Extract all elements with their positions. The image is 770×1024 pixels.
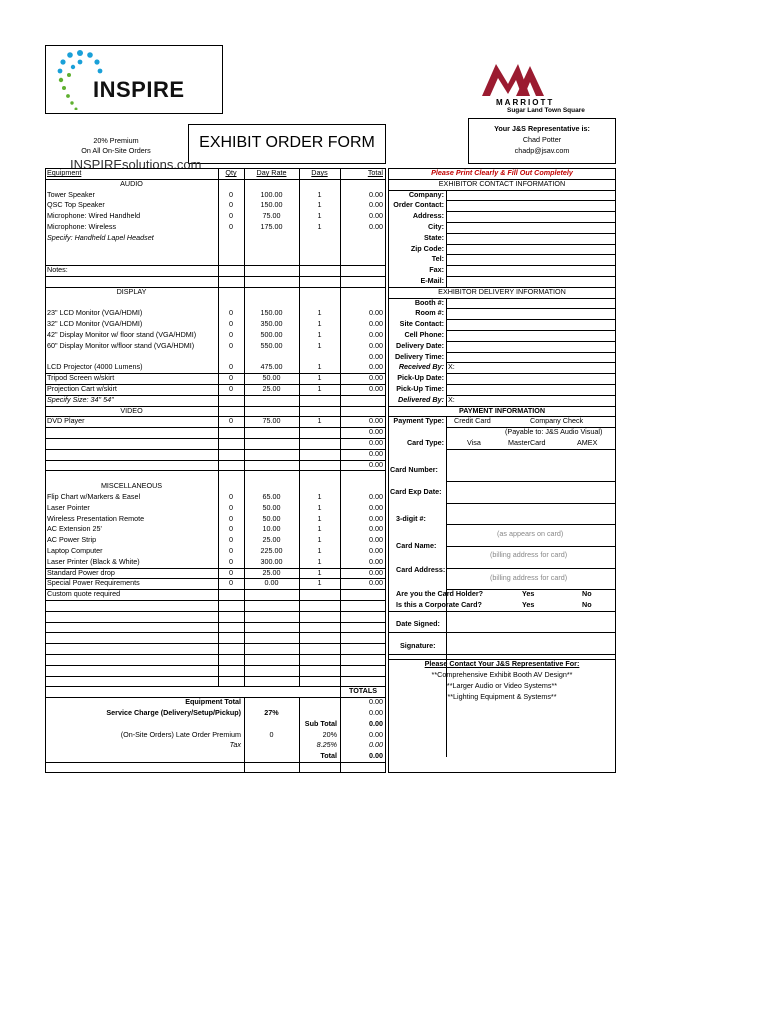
- grand-total-label: Total: [320, 751, 337, 761]
- service-charge-value: 0.00: [369, 708, 383, 717]
- field-line: [446, 524, 616, 525]
- item-name: AC Power Strip: [47, 535, 97, 545]
- credit-card-option[interactable]: Credit Card: [454, 416, 491, 426]
- item-qty[interactable]: 0: [229, 189, 233, 199]
- row-line: [45, 265, 386, 266]
- row-line: [45, 470, 386, 471]
- delivery-field-input[interactable]: [447, 352, 615, 363]
- billing-note-1: (billing address for card): [490, 550, 568, 560]
- contact-field-label: Order Contact:: [393, 200, 444, 210]
- item-rate: 550.00: [260, 340, 283, 350]
- item-days[interactable]: 1: [317, 308, 322, 318]
- item-qty[interactable]: 0: [229, 502, 233, 512]
- contact-field-input[interactable]: [447, 276, 615, 287]
- delivery-heading: EXHIBITOR DELIVERY INFORMATION: [438, 286, 566, 296]
- contact-field-label: Zip Code:: [410, 243, 444, 253]
- item-name: Microphone: Wired Handheld: [47, 211, 141, 221]
- field-line: [446, 449, 616, 450]
- contact-field-input[interactable]: [447, 190, 615, 201]
- service-charge-label: Service Charge (Delivery/Setup/Pickup): [106, 708, 241, 717]
- section-video: VIDEO: [120, 405, 143, 415]
- contact-field-input[interactable]: [447, 254, 615, 265]
- item-rate: 175.00: [260, 222, 283, 231]
- item-name: 42" Display Monitor w/ floor stand (VGA/HDMI): [47, 330, 197, 339]
- row-line: [45, 460, 386, 461]
- delivery-field-input[interactable]: [447, 395, 615, 406]
- item-qty[interactable]: 0: [229, 319, 233, 329]
- item-qty[interactable]: 0: [229, 524, 233, 534]
- column-header-qty: Qty: [225, 168, 237, 177]
- delivery-field-input[interactable]: [447, 308, 615, 319]
- column-header-total: Total: [367, 168, 383, 177]
- row-line: [45, 632, 386, 633]
- contact-field-label: Tel:: [431, 254, 444, 264]
- contact-field-label: E-Mail:: [420, 276, 444, 285]
- rep-heading: Your J&S Representative is:: [494, 124, 590, 133]
- item-name: AC Extension 25': [47, 524, 102, 534]
- item-rate: 300.00: [260, 556, 283, 566]
- amex-option[interactable]: AMEX: [577, 438, 598, 447]
- item-days[interactable]: 1: [317, 200, 322, 210]
- item-days[interactable]: 1: [317, 546, 322, 555]
- item-days[interactable]: 1: [317, 340, 322, 350]
- item-rate: 50.00: [262, 513, 281, 523]
- contact-field-label: State:: [424, 232, 444, 242]
- contact-heading: EXHIBITOR CONTACT INFORMATION: [438, 178, 566, 188]
- item-days[interactable]: 1: [317, 362, 322, 372]
- contact-field-input[interactable]: [447, 244, 615, 255]
- item-total: 0.00: [369, 319, 383, 329]
- item-total: 0.00: [369, 459, 383, 469]
- tax-label: Tax: [229, 740, 241, 750]
- item-rate: 150.00: [260, 200, 283, 210]
- tax-pct: 8.25%: [316, 740, 337, 750]
- late-premium-qty[interactable]: 0: [269, 729, 274, 739]
- item-days[interactable]: 1: [317, 535, 322, 545]
- notes-label: Notes:: [47, 265, 68, 275]
- item-days[interactable]: 1: [317, 513, 322, 523]
- delivery-field-input[interactable]: [447, 362, 615, 373]
- totals-heading: TOTALS: [348, 686, 378, 696]
- delivery-field-label: Pick-Up Date:: [397, 373, 444, 383]
- item-rate: 25.00: [262, 535, 281, 545]
- item-total: 0.00: [369, 492, 383, 501]
- company-check-option[interactable]: Company Check: [530, 416, 584, 426]
- item-rate: 150.00: [260, 308, 283, 318]
- payable-note: (Payable to: J&S Audio Visual): [505, 427, 603, 437]
- service-charge-pct: 27%: [264, 708, 279, 717]
- item-name: QSC Top Speaker: [47, 200, 105, 210]
- item-total: 0.00: [369, 362, 383, 372]
- item-name: LCD Projector (4000 Lumens): [47, 362, 143, 372]
- item-qty[interactable]: 0: [229, 416, 233, 426]
- contact-field-input[interactable]: [447, 222, 615, 233]
- item-name: 32" LCD Monitor (VGA/HDMI): [47, 319, 143, 329]
- row-line: [45, 438, 386, 439]
- item-days[interactable]: 1: [317, 319, 322, 329]
- contact-field-input[interactable]: [447, 200, 615, 211]
- corporate-yes-option[interactable]: Yes: [522, 600, 535, 609]
- row-line: [45, 762, 386, 763]
- item-total: 0.00: [369, 330, 383, 339]
- audio-specify-note: Specify: Handheld Lapel Headset: [47, 232, 154, 242]
- delivery-field-input[interactable]: [447, 373, 615, 384]
- item-qty[interactable]: 0: [229, 567, 233, 577]
- item-qty[interactable]: 0: [229, 373, 233, 383]
- premium-line2: On All On-Site Orders: [81, 146, 151, 155]
- signature-x-mark: X:: [448, 394, 455, 404]
- card-holder-question: Are you the Card Holder?: [396, 589, 484, 599]
- label-divider: [446, 416, 447, 756]
- contact-field-input[interactable]: [447, 233, 615, 244]
- item-total: 0.00: [369, 578, 383, 588]
- item-qty[interactable]: 0: [229, 384, 233, 393]
- item-total: 0.00: [369, 567, 383, 577]
- corporate-card-question: Is this a Corporate Card?: [396, 600, 482, 609]
- item-total: 0.00: [369, 524, 383, 534]
- date-signed-label: Date Signed:: [396, 619, 440, 629]
- field-line: [446, 481, 616, 482]
- item-name: Laptop Computer: [47, 546, 103, 555]
- late-premium-value: 0.00: [369, 729, 383, 739]
- item-total: 0.00: [369, 222, 383, 231]
- item-rate: 50.00: [262, 502, 281, 512]
- inspire-brand: INSPIRE: [93, 77, 185, 102]
- column-header-rate: Day Rate: [256, 168, 287, 177]
- delivery-field-label: Delivery Date:: [396, 340, 444, 350]
- item-days[interactable]: 1: [317, 373, 322, 383]
- tax-value: 0.00: [369, 740, 383, 750]
- payment-type-label: Payment Type:: [393, 416, 444, 426]
- item-days[interactable]: 1: [317, 492, 322, 501]
- item-days[interactable]: 1: [317, 189, 322, 199]
- item-total: 0.00: [369, 502, 383, 512]
- item-qty[interactable]: 0: [229, 513, 233, 523]
- field-line: [388, 654, 616, 655]
- item-total: 0.00: [369, 513, 383, 523]
- row-line: [45, 622, 386, 623]
- item-qty[interactable]: 0: [229, 211, 233, 221]
- three-digit-label: 3-digit #:: [396, 513, 426, 523]
- contact-field-input[interactable]: [447, 211, 615, 222]
- item-name: Flip Chart w/Markers & Easel: [47, 492, 141, 501]
- item-total: 0.00: [369, 189, 383, 199]
- item-name: Microphone: Wireless: [47, 222, 117, 231]
- item-total: 0.00: [369, 211, 383, 221]
- item-name: Wireless Presentation Remote: [47, 513, 145, 523]
- column-line: [244, 168, 245, 686]
- item-name: Tripod Screen w/skirt: [47, 373, 115, 383]
- item-name: 23" LCD Monitor (VGA/HDMI): [47, 308, 143, 318]
- item-days[interactable]: 1: [317, 416, 322, 426]
- item-total: 0.00: [369, 340, 383, 350]
- row-line: [45, 276, 386, 277]
- website-text: INSPIREsolutions.com: [70, 157, 202, 172]
- item-qty[interactable]: 0: [229, 535, 233, 545]
- contact-field-input[interactable]: [447, 265, 615, 276]
- totals-line: [45, 686, 386, 687]
- row-line: [45, 665, 386, 666]
- item-rate: 75.00: [262, 416, 281, 426]
- row-line: [45, 611, 386, 612]
- item-days[interactable]: 1: [317, 578, 322, 588]
- item-qty[interactable]: 0: [229, 330, 233, 339]
- service-item: **Lighting Equipment & Systems**: [447, 691, 557, 701]
- column-line: [299, 168, 300, 686]
- contact-field-label: Address:: [412, 211, 444, 221]
- premium-line1: 20% Premium: [93, 136, 139, 145]
- item-total: 0.00: [369, 384, 383, 393]
- item-name: Laser Printer (Black & White): [47, 556, 140, 566]
- card-exp-label: Card Exp Date:: [390, 486, 442, 496]
- row-line: [45, 643, 386, 644]
- grand-total-value: 0.00: [369, 751, 383, 761]
- marriott-logo-icon: [478, 56, 550, 100]
- item-rate: 65.00: [262, 492, 281, 501]
- item-days[interactable]: 1: [317, 211, 322, 221]
- rep-email: chadp@jsav.com: [514, 146, 570, 155]
- item-rate: 0.00: [264, 578, 279, 588]
- row-line: [45, 654, 386, 655]
- item-name: Standard Power drop: [47, 567, 115, 577]
- late-premium-pct: 20%: [322, 729, 337, 739]
- rep-name: Chad Potter: [522, 135, 562, 144]
- field-line: [446, 546, 616, 547]
- item-total: 0.00: [369, 438, 383, 447]
- column-header-equipment: Equipment: [47, 168, 82, 177]
- row-line: [45, 600, 386, 601]
- delivery-field-input[interactable]: [447, 341, 615, 352]
- signature-label: Signature:: [400, 641, 436, 651]
- equipment-total-value: 0.00: [369, 697, 383, 707]
- contact-field-label: Fax:: [429, 265, 444, 275]
- card-name-label: Card Name:: [396, 540, 437, 550]
- item-total: 0.00: [369, 427, 383, 437]
- item-days[interactable]: 1: [317, 567, 322, 577]
- delivery-field-label: Received By:: [398, 362, 444, 372]
- field-line: [446, 503, 616, 504]
- row-line: [45, 449, 386, 450]
- item-rate: 25.00: [262, 384, 281, 393]
- marriott-location: Sugar Land Town Square: [507, 107, 585, 114]
- item-total: 0.00: [369, 416, 383, 426]
- item-name: Tower Speaker: [47, 189, 95, 199]
- column-line: [218, 168, 219, 686]
- field-line: [388, 632, 616, 633]
- item-total: 0.00: [369, 351, 383, 361]
- section-display: DISPLAY: [116, 286, 147, 296]
- item-days[interactable]: 1: [317, 222, 322, 231]
- delivery-field-label: Cell Phone:: [404, 330, 444, 339]
- delivery-field-label: Site Contact:: [399, 319, 444, 329]
- item-qty[interactable]: 0: [229, 308, 233, 318]
- equipment-total-label: Equipment Total: [185, 697, 241, 707]
- card-number-label: Card Number:: [390, 465, 438, 474]
- item-days[interactable]: 1: [317, 524, 322, 534]
- billing-note-2: (billing address for card): [490, 573, 568, 582]
- holder-yes-option[interactable]: Yes: [522, 589, 535, 599]
- item-rate: 225.00: [260, 546, 283, 555]
- delivery-field-input[interactable]: [447, 330, 615, 341]
- delivery-field-label: Delivered By:: [398, 394, 444, 404]
- signature-x-mark: X:: [448, 362, 455, 372]
- late-premium-label: (On-Site Orders) Late Order Premium: [120, 729, 241, 739]
- custom-quote-note: Custom quote required: [47, 589, 121, 599]
- subtotal-value: 0.00: [369, 718, 383, 728]
- item-rate: 500.00: [260, 330, 283, 339]
- item-rate: 75.00: [262, 211, 281, 221]
- item-rate: 10.00: [262, 524, 281, 534]
- item-rate: 350.00: [260, 319, 283, 329]
- marriott-name: MARRIOTT: [496, 98, 555, 107]
- column-header-days: Days: [311, 168, 328, 177]
- delivery-field-input[interactable]: [447, 384, 615, 395]
- visa-option[interactable]: Visa: [467, 438, 481, 447]
- item-name: Laser Pointer: [47, 502, 90, 512]
- as-appears-note: (as appears on card): [497, 528, 564, 538]
- item-qty[interactable]: 0: [229, 200, 233, 210]
- subtotal-label: Sub Total: [304, 718, 337, 728]
- row-line: [45, 427, 386, 428]
- delivery-field-label: Booth #:: [414, 297, 444, 307]
- item-rate: 475.00: [260, 362, 283, 372]
- item-days[interactable]: 1: [317, 556, 322, 566]
- corporate-no-option[interactable]: No: [582, 600, 592, 609]
- item-total: 0.00: [369, 448, 383, 458]
- item-qty[interactable]: 0: [229, 492, 233, 501]
- card-address-label: Card Address:: [396, 565, 446, 575]
- holder-no-option[interactable]: No: [582, 589, 592, 599]
- field-line: [446, 568, 616, 569]
- delivery-field-label: Pick-Up Time:: [396, 384, 444, 393]
- item-qty[interactable]: 0: [229, 546, 233, 555]
- mastercard-option[interactable]: MasterCard: [508, 438, 546, 447]
- item-name: Projection Cart w/skirt: [47, 384, 117, 393]
- contact-field-label: Company:: [408, 189, 444, 199]
- service-item: **Larger Audio or Video Systems**: [446, 681, 558, 690]
- item-days[interactable]: 1: [317, 330, 322, 339]
- print-clearly-note: Please Print Clearly & Fill Out Completely: [431, 168, 573, 177]
- delivery-field-label: Delivery Time:: [394, 351, 444, 361]
- item-rate: 100.00: [260, 189, 283, 199]
- item-qty[interactable]: 0: [229, 222, 233, 231]
- delivery-field-input[interactable]: [447, 319, 615, 330]
- section-miscellaneous: MISCELLANEOUS: [100, 481, 163, 491]
- payment-heading: PAYMENT INFORMATION: [458, 405, 546, 415]
- item-qty[interactable]: 0: [229, 556, 233, 566]
- display-specify-note: Specify Size: 34" 54": [47, 394, 114, 404]
- card-type-label: Card Type:: [406, 438, 444, 447]
- item-qty[interactable]: 0: [229, 340, 233, 350]
- item-qty[interactable]: 0: [229, 578, 233, 588]
- contact-rep-heading: Please Contact Your J&S Representative For:: [424, 659, 580, 669]
- field-line: [388, 611, 616, 612]
- page-title: EXHIBIT ORDER FORM: [199, 134, 375, 151]
- item-total: 0.00: [369, 200, 383, 210]
- item-name: 60" Display Monitor w/floor stand (VGA/HDMI): [47, 340, 195, 350]
- service-item: **Comprehensive Exhibit Booth AV Design**: [431, 670, 573, 680]
- item-total: 0.00: [369, 535, 383, 545]
- item-total: 0.00: [369, 373, 383, 383]
- section-audio: AUDIO: [120, 178, 143, 188]
- item-total: 0.00: [369, 546, 383, 555]
- item-days[interactable]: 1: [317, 384, 322, 393]
- item-total: 0.00: [369, 556, 383, 566]
- item-rate: 25.00: [262, 567, 281, 577]
- item-qty[interactable]: 0: [229, 362, 233, 372]
- item-name: DVD Player: [47, 416, 85, 426]
- item-days[interactable]: 1: [317, 502, 322, 512]
- item-total: 0.00: [369, 308, 383, 318]
- row-line: [45, 676, 386, 677]
- item-rate: 50.00: [262, 373, 281, 383]
- delivery-field-label: Room #:: [415, 308, 444, 318]
- item-name: Special Power Requirements: [47, 578, 140, 588]
- delivery-field-input[interactable]: [447, 298, 615, 309]
- contact-field-label: City:: [428, 222, 444, 231]
